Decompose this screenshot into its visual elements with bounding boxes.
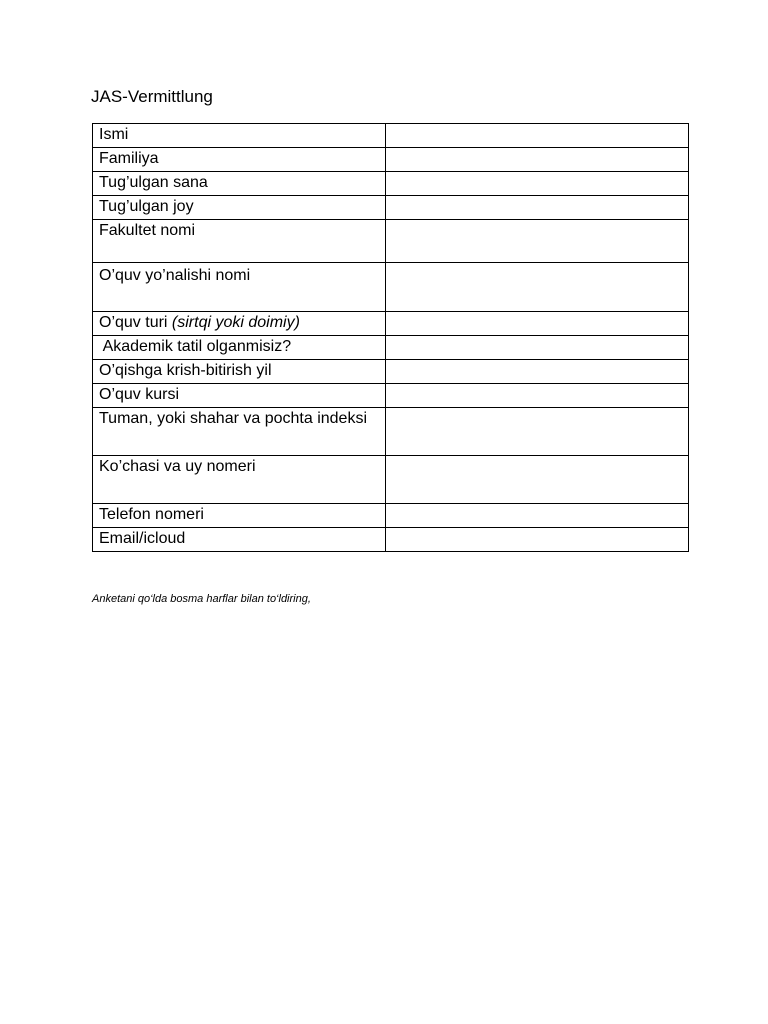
document-title: JAS-Vermittlung bbox=[91, 87, 213, 106]
form-row-birth-date bbox=[93, 172, 689, 196]
last-name-field[interactable] bbox=[386, 148, 689, 172]
form-label: Tug’ulgan sana bbox=[93, 172, 386, 196]
form-label: O’quv kursi bbox=[93, 384, 386, 408]
form-label: Familiya bbox=[93, 148, 386, 172]
street-house-field[interactable] bbox=[386, 456, 689, 504]
form-footnote: Anketani qo‘lda bosma harflar bilan to‘ldiring, bbox=[92, 593, 311, 605]
form-label: Akademik tatil olganmisiz? bbox=[93, 336, 386, 360]
academic-leave-field[interactable] bbox=[386, 336, 689, 360]
birth-place-field[interactable] bbox=[386, 196, 689, 220]
form-row-district-postcode bbox=[93, 408, 689, 456]
form-row-academic-leave bbox=[93, 336, 689, 360]
study-program-field[interactable] bbox=[386, 263, 689, 312]
form-row-email bbox=[93, 528, 689, 552]
phone-field[interactable] bbox=[386, 504, 689, 528]
form-row-last-name bbox=[93, 148, 689, 172]
form-label: Tug’ulgan joy bbox=[93, 196, 386, 220]
form-label: O’quv turi (sirtqi yoki doimiy) bbox=[93, 312, 386, 336]
application-form-table bbox=[92, 123, 689, 552]
form-label: O’qishga krish-bitirish yil bbox=[93, 360, 386, 384]
study-type-hint: (sirtqi yoki doimiy) bbox=[171, 314, 300, 331]
study-year-field[interactable] bbox=[386, 384, 689, 408]
form-label: Fakultet nomi bbox=[93, 220, 386, 263]
form-row-first-name bbox=[93, 124, 689, 148]
faculty-name-field[interactable] bbox=[386, 220, 689, 263]
study-type-field[interactable] bbox=[386, 312, 689, 336]
form-label: Ko’chasi va uy nomeri bbox=[93, 456, 386, 504]
district-postcode-field[interactable] bbox=[386, 408, 689, 456]
form-row-faculty-name bbox=[93, 220, 689, 263]
form-row-study-year bbox=[93, 384, 689, 408]
form-row-street-house bbox=[93, 456, 689, 504]
form-label: Telefon nomeri bbox=[93, 504, 386, 528]
form-label: Tuman, yoki shahar va pochta indeksi bbox=[93, 408, 386, 456]
form-label: O’quv yo’nalishi nomi bbox=[93, 263, 386, 312]
form-row-study-program bbox=[93, 263, 689, 312]
email-field[interactable] bbox=[386, 528, 689, 552]
first-name-field[interactable] bbox=[386, 124, 689, 148]
form-label: Ismi bbox=[93, 124, 386, 148]
form-row-study-type bbox=[93, 312, 689, 336]
birth-date-field[interactable] bbox=[386, 172, 689, 196]
study-years-field[interactable] bbox=[386, 360, 689, 384]
form-row-phone bbox=[93, 504, 689, 528]
form-label: Email/icloud bbox=[93, 528, 386, 552]
form-row-study-years bbox=[93, 360, 689, 384]
form-row-birth-place bbox=[93, 196, 689, 220]
